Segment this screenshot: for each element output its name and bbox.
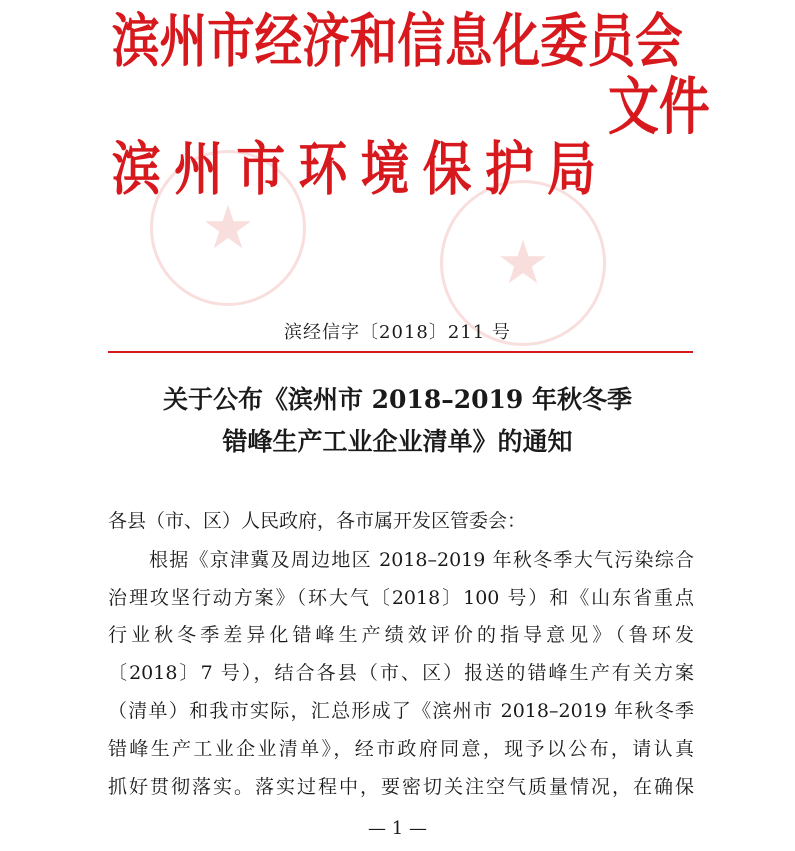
title-line-2: 错峰生产工业企业清单》的通知	[222, 427, 573, 456]
page-number: — 1 —	[368, 818, 427, 839]
red-divider	[108, 351, 693, 353]
body-line: 治理攻坚行动方案》（环大气〔2018〕100 号）和《山东省重点	[108, 587, 694, 609]
official-seal-right: ★	[440, 180, 606, 346]
official-seal-left: ★	[150, 150, 306, 306]
body-line: 抓好贯彻落实。落实过程中，要密切关注空气质量情况，在确保	[108, 776, 694, 798]
document-number: 滨经信字〔2018〕211 号	[284, 322, 511, 343]
body-line: 行业秋冬季差异化错峰生产绩效评价的指导意见》（鲁环发	[108, 624, 694, 646]
body-line: 〔2018〕7 号），结合各县（市、区）报送的错峰生产有关方案	[108, 662, 694, 684]
issuer-line-2: 滨州市环境保护局	[112, 135, 610, 203]
issuer-line-1: 滨州市经济和信息化委员会	[112, 7, 683, 75]
body-line: （清单）和我市实际，汇总形成了《滨州市 2018–2019 年秋冬季	[108, 700, 694, 722]
document-label: 文件	[608, 70, 710, 143]
title-line-1: 关于公布《滨州市 2018–2019 年秋冬季	[162, 385, 633, 414]
salutation: 各县（市、区）人民政府，各市属开发区管委会：	[108, 510, 527, 532]
body-line: 根据《京津冀及周边地区 2018–2019 年秋冬季大气污染综合	[149, 549, 694, 571]
body-line: 错峰生产工业企业清单》，经市政府同意，现予以公布，请认真	[108, 738, 694, 760]
